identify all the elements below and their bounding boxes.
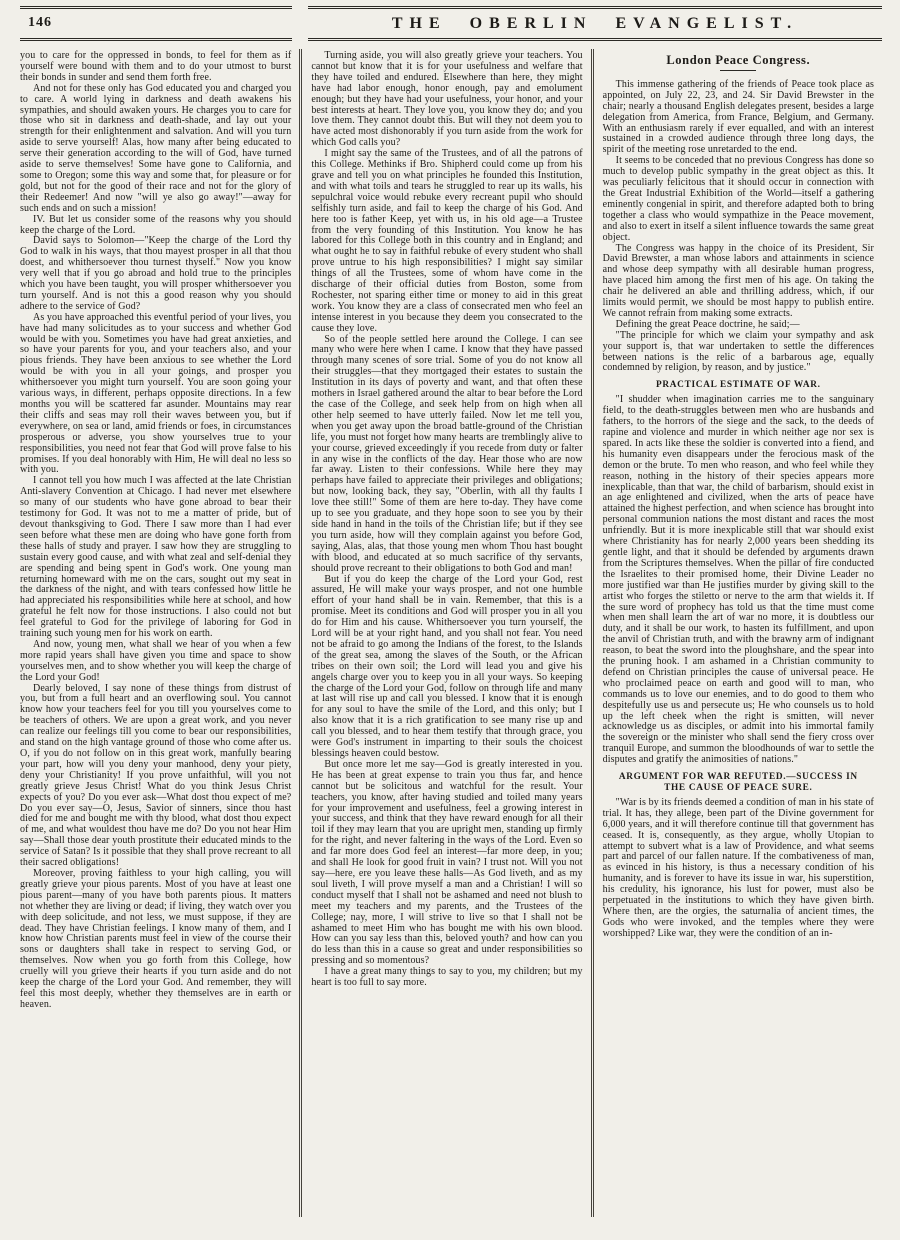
paragraph: I have a great many things to say to you, my children; but my heart is too full to say more. <box>311 966 583 989</box>
subheading: PRACTICAL ESTIMATE OF WAR. <box>655 380 821 391</box>
masthead-title: THE OBERLIN EVANGELIST. <box>391 15 799 32</box>
paragraph: But once more let me say—God is greatly interested in you. He has been at great expense to train you thus far, and hence cannot but be solicitous and watchful for the result. Your teachers, you know, after having studied and toiled many years for your improvement and usefulness, feel a growing interest in your success, and think that they have reward enough for all their toil if they may learn that you are upright men, standing up firmly for the right, and never faltering in the ways of the Lord. Even so and far more does God feel an interest—far more deep, in you; and shall He look for good fruit in vain? I trust not. Will you not say—here, ere you leave these halls—As God liveth, and as my soul liveth, I will prove myself a man and a Christian! I will so conduct myself that I shall not be ashamed and need not blush to meet my teachers and my parents, and the Trustees of the College; nay, more, I will strive to live so that I shall not be ashamed to meet Him who has bought me with his own blood. How can you say less than this, beloved youth? and how can you do less than this in a cause so great and under responsibilities so pressing and so momentous? <box>311 758 583 967</box>
column-3 <box>591 49 882 1217</box>
paragraph: Defining the great Peace doctrine, he said;— <box>615 318 800 330</box>
article-heading: London Peace Congress. <box>603 55 874 71</box>
column-1 <box>20 49 299 1217</box>
paragraph: But if you do keep the charge of the Lord your God, rest assured, He will make your ways prosper, and not one humble effort of your hand shall be in vain. Remember, that this is a promise. Meet its conditions and God will prosper you in all you do for Him and his cause. Whithersoever you turn yourself, the Lord will be at your right hand, and you shall not fear. You need not be afraid to go among the Indians of the forest, to the Islands of the great sea, among the slaves of the South, or the African tribes on their own soil; the Lord will lead you and give his angels charge over you to keep you in all your ways. So keeping the charge of the Lord your God, follow on through life and many at last will rise up and call you blessed. I know that it is enough for any soul to have the smile of the Lord, and this only; but I also know that it is a rich gratification to see many rise up and call you blessed, and to hear them testify that through grace, you were God's instrument in imparting to their souls the choicest blessings heaven could bestow. <box>311 573 583 759</box>
paragraph: It seems to be conceded that no previous Congress has done so much to develop public sympathy in the great object as this. It was peculiarly felicitous that it should occur in connection with the Great Industrial Exhibition of the World—itself a gathering eminently congenial in spirit, and therefore adapted both to bring together a class who would sympathize in the Peace movement, and also to exert in itself a silent influence towards the same great object. <box>602 155 874 243</box>
column-2 <box>299 49 590 1217</box>
paragraph: This immense gathering of the friends of Peace took place as appointed, on July 22, 23, and 24. Sir David Brewster in the chair; nearly a thousand English delegates present, besides a large delegation from America, from France, Belgium, and Germany. With an enthusiasm rarely if ever equalled, and with an interest sustained in a crowded audience through three long days, the spirit of the meeting rose unretarded to the end. <box>602 78 874 156</box>
page-number: 146 <box>28 15 52 30</box>
paragraph: The Congress was happy in the choice of its President, Sir David Brewster, a man whose labors and attainments in science and whose deep sympathy with all desirable human progress, have placed him among the first men of his age. On taking the chair he delivered an able and thrilling address, which, if our limits would permit, we should be most happy to publish entire. We cannot refrain from making some extracts. <box>602 242 874 319</box>
paragraph: So of the people settled here around the College. I can see many who were here when I came. I know that they have passed through many scenes of sore trial. Some of you do not know all their struggles—that they mortgaged their estates to sustain the Institution in its days of poverty and want, and that often these mothers in Israel gathered around the altar to bear before the Lord the case of the College, and seek help from on high when all other help seemed to have utterly failed. Now let me tell you, when you get away upon the broad battle-ground of the Christian life, you must not forget how many hearts are tremblingly alive to your course, grieved exceedingly if you recede from duty or falter in any wise in the conflicts of the day. Hear those who are now far away. Listen to their confessions. While here they may perhaps have failed to appreciate their privileges and obligations; but now, looking back, they say, "Oberlin, with all thy faults I love thee still!" Some of them are here to-day. They have come up to see you graduate, and they hope soon to see you by their side hand in hand in the toils of the Christian life; but if they see you turn aside, how will they complain against you before God, saying, Alas, alas, that those young men whom Thou hast bought with blood, and educated at so much sacrifice of thy servants, should prove recreant to their obligations to both God and man! <box>311 333 583 574</box>
page-header <box>20 6 882 41</box>
paragraph: I might say the same of the Trustees, and of all the patrons of this College. Methinks if Bro. Shipherd could come up from his grave and tell you on what principles he founded this Institution, and with what toils and tears he struggled to rear up its walls, his sepulchral voice would rebuke every recreant pupil who should selfishly turn aside, and fail to keep the charge of his God. And here too is father Keep, yet with us, in his old age—a Trustee from the very founding of this Institution. You know he has labored for this College both in this country and in England; and what ought he to say in faithful rebuke of every student who shall prove untrue to his high responsibilities? I might say similar things of all the Trustees, some of whom have come in the discharge of their official duties from Boston, some from Rochester, not sparing either time or money to aid in this great work. You know they are a class of consecrated men who feel an intense interest in you because they deem you consecrated to the cause they love. <box>311 148 583 334</box>
article-columns <box>20 49 882 1217</box>
paragraph: "I shudder when imagination carries me to the sanguinary field, to the death-struggles between men who are husbands and fathers, to the horrors of the siege and the sack, to the deeds of rapine and violence and murder in which neither age nor sex is spared. In acts like these the soldier is converted into a fiend, and his humanity even disappears under the ferocious mask of the demon or the brute. To men who reason, and who feel while they reason, nothing in the history of their species appears more inexplicable, than that war, the child of barbarism, should exist in an age enlightened and civilized, when the arts of peace have attained the highest perfection, and when science has brought into personal communion nations the most distant and races the most unfriendly. But it is more inexplicable still that war should exist where Christianity has for nearly 2,000 years been shedding its gentle light, and that it should be defended by arguments drawn from the Scriptures themselves. When the pillar of fire conducted the Israelites to their promised home, their Divine Leader no more justified war than He justifies murder by giving skill to the artist who forges the stiletto or nerve to the arm that wields it. If the sure word of prophecy has told us that the time must come when men shall learn the art of war no more, it is doubtless our duty, and it shall be our work, to hasten its fulfillment, and upon the anvil of Christian truth, and with the brawny arm of indignant reason, to beat the sword into the ploughshare, and the spear into the pruning hook. I am ashamed in a Christian community to defend on Christian principles the cause of universal peace. He who proclaimed peace on earth and good will to man, who commands us to love our enemies, and to do good to them who despitefully use us and persecute us; He who counsels us to hold up the left cheek when the right is smitten, will never acknowledge us as disciples, or admit into his immortal family the sovereign or the minister who shall send the fiery cross over tranquil Europe, and summon the bloodhounds of war to settle the disputes and gratify the animosities of nations." <box>602 394 874 766</box>
paragraph: Turning aside, you will also greatly grieve your teachers. You cannot but know that it is for your usefulness and welfare that they have toiled and endured. Elsewhere than here, they might have had labor enough, honor enough, pay and emolument enough; but they have had your usefulness, your honor, and your best interests at heart. They love you, you know they do; and you love them. They cannot doubt this. But will they not deem you to have acted most dishonorably if you turn aside from the work for which God calls you? <box>311 50 583 149</box>
paragraph: As you have approached this eventful period of your lives, you have had many solicitudes as to your success and whether God would be with you. Sometimes you have had great anxieties, and so have your parents for you, and your teachers also, and your pious friends. They have been anxious to see whether the Lord would be with you in all your goings, and prosper you whithersoever you might turn yourself. You are soon going your various ways, in different, perhaps opposite directions. In a few months you will be scattered far asunder. Mountains may rear their cliffs and seas may roll their waves between you, but if everywhere, on sea or land, amid friends or foes, in circumstances prosperous or adverse, you show yourselves true to your responsibilities, you need not fear that God will prove false to his promises. If you deal honorably with Him, He will deal no less so with you. <box>20 311 292 476</box>
paragraph: And not for these only has God educated you and charged you to care. A world lying in darkness and death awakens his sympathies, and should awaken yours. He charges you to care for those who sit in darkness and death-shade, and lay out your strength for their enlightenment and salvation. And will you turn aside to serve yourself! Alas, how many after being educated to serve their generation according to the will of God, have turned aside to serve themselves! Some have gone to California, and some to Oregon; some this way and some that, for pleasure or for gold, but not for the good of their race and not for the glory of their Redeemer! And now "will ye also go away!"—away for such ends and on such a mission! <box>20 82 292 214</box>
paragraph: IV. But let us consider some of the reasons why you should keep the charge of the Lord. <box>20 213 292 236</box>
paragraph: Dearly beloved, I say none of these things from distrust of you, but from a full heart and an overflowing soul. You cannot know how your teachers feel for you till you yourselves come to be teachers of others. We are upon a great work, and you never can realize our feelings till you come to bear our responsibilities, and stand on the high vantage ground of those who come after us. O, if you do not follow on in this great work, manfully bearing your part, how will you deny your manhood, deny your piety, deny your Christianity! If you prove unfaithful, will you not greatly grieve Jesus Christ! What do you think Jesus Christ expects of you? Do you ever ask—What dost thou expect of me? Do you ever say—O, Jesus, Savior of sinners, since thou hast died for me and bought me with thy blood, what dost thou expect of me, and what wouldest thou have me do? Do you not hear Him say—Shall those dear youth prostitute their educated minds to the service of Satan? Is it possible that they shall prove recreant to all their sacred obligations! <box>20 682 292 869</box>
paragraph: And now, young men, what shall we hear of you when a few more rapid years shall have given you time and space to show yourselves men, and to show whether you will keep the charge of the Lord your God! <box>20 638 292 683</box>
header-right-segment <box>308 6 882 41</box>
header-left-segment <box>20 6 292 41</box>
paragraph: "War is by its friends deemed a condition of man in his state of trial. It has, they allege, been part of the Divine government for 6,000 years, and it will therefore continue till that government has ceased. It is, consequently, as they argue, wholly Utopian to attempt to subvert what is a law of Providence, and what seems part and parcel of our fallen nature. If the combativeness of man, as evinced in his history, is thus a necessary condition of his humanity, and is forever to have its issue in war, his superstition, his credulity, his ignorance, his lust for power, must also be perpetuated in the institutions to which they have given birth. Where then, are the orgies, the saturnalia of ancient times, the Gods who were invoked, and the temples where they were worshipped? Like war, they were the condition of an in- <box>602 796 874 939</box>
paragraph: "The principle for which we claim your sympathy and ask your support is, that war undertaken to settle the differences between nations is the relic of a barbarous age, equally condemned by religion, by reason, and by justice." <box>602 329 874 374</box>
subheading: ARGUMENT FOR WAR REFUTED.—SUCCESS IN THE CAUSE OF PEACE SURE. <box>618 772 858 793</box>
paragraph: David says to Solomon—"Keep the charge of the Lord thy God to walk in his ways, that thou mayest prosper in all that thou doest, and whithersoever thou turnest thyself." Now you know very well that if you go abroad and hold true to the principles which you have been taught, you will prosper whithersoever you turn yourself. And is not this a good reason why you should adhere to the service of God? <box>20 235 292 312</box>
paragraph: I cannot tell you how much I was affected at the late Christian Anti-slavery Convention at Chicago. I had never met elsewhere so many of our students who have gone abroad to bear their testimony for God. It was not to me a matter of pride, but of devout thanksgiving to God. There I saw more than I had ever seen before what these men are doing who have gone forth from these halls of study and prayer. I saw how they are struggling to sustain every good cause, and with what zeal and self-denial they are spending and being spent in God's work. One young man returning homeward with me on the cars, sought out my seat in the darkness of the night, and with tears confessed how little he had appreciated his responsibilities while here at school, and how grateful he felt now for those instructions. I also could not but feel grateful to God for the privilege of laboring for God in training such young men for his work on earth. <box>20 475 292 640</box>
paragraph-noindent: you to care for the oppressed in bonds, to feel for them as if yourself were bound with them and to do your utmost to burst their bonds in sunder and send them forth free. <box>20 50 292 83</box>
paragraph: Moreover, proving faithless to your high calling, you will greatly grieve your pious parents. Most of you have at least one pious parent—many of you have both parents pious. It matters not whether they are living or dead; if living, they watch over you with deep solicitude, and not less, we must suppose, if they are dead. They have Christian feelings. I know many of them, and I know how Christian parents must feel in view of the course their sons or daughters shall take in respect to serving God, or themselves. Now when you go forth from this College, how cruelly will you grieve their hearts if you turn aside and do not keep the charge of the Lord your God. And remember, they will feel this most deeply, whether they themselves are in earth or heaven. <box>20 867 292 1010</box>
